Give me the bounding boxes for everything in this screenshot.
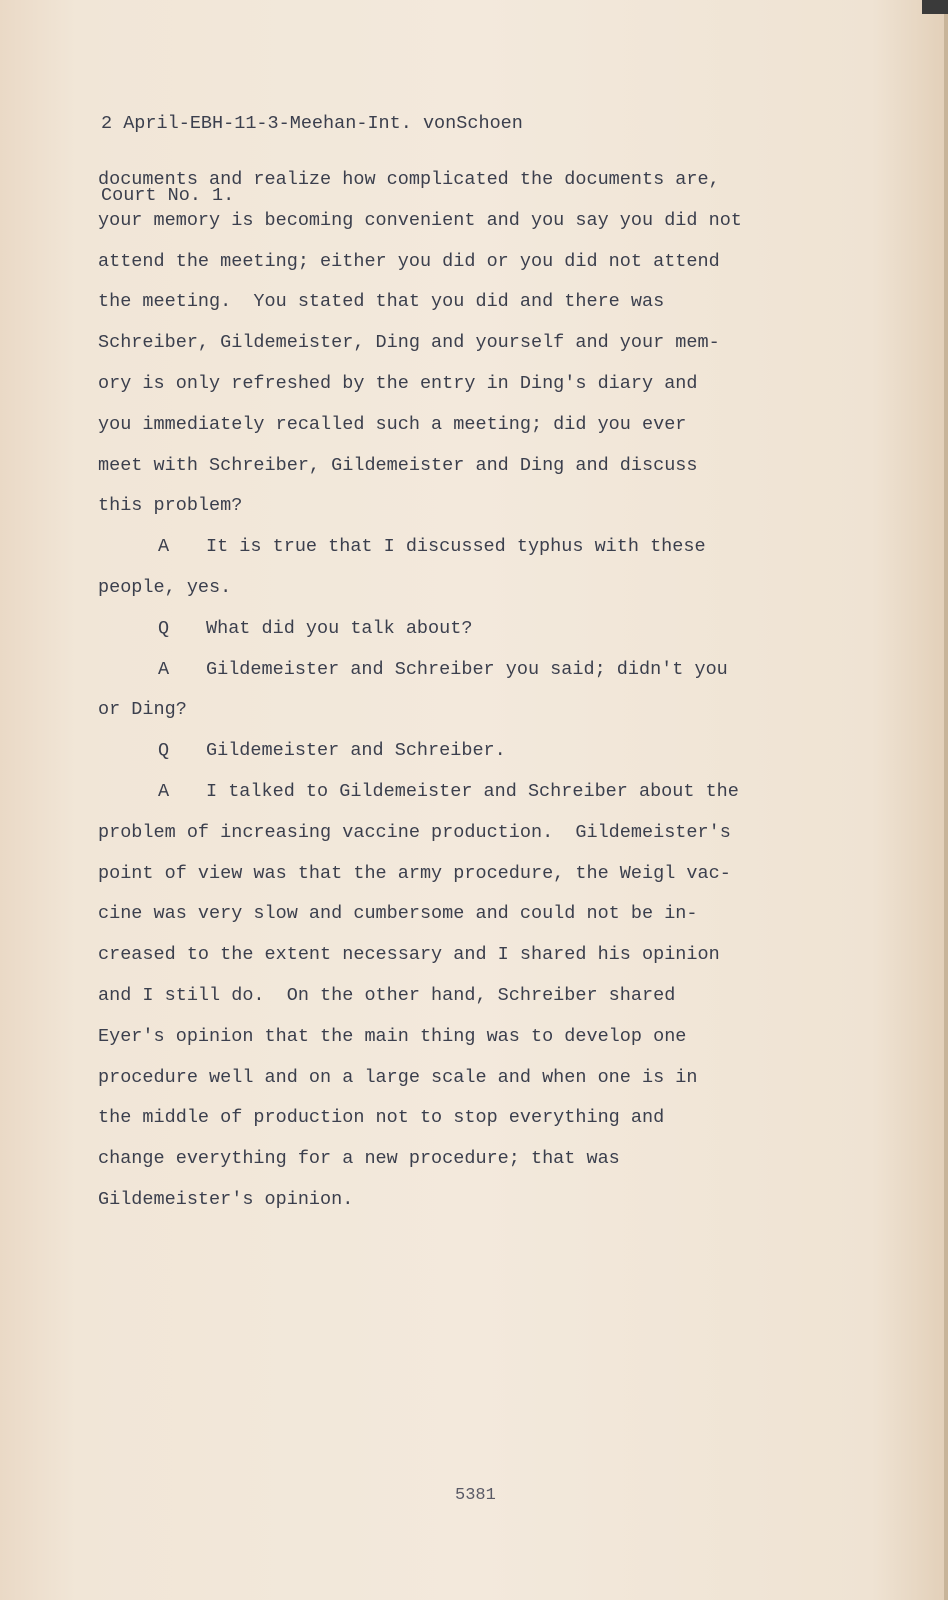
body-line: meet with Schreiber, Gildemeister and Ding and discuss: [98, 454, 698, 476]
answer-text: Gildemeister and Schreiber you said; didn't you: [206, 658, 728, 680]
answer-line-cont: Gildemeister's opinion.: [98, 1188, 354, 1210]
answer-line-cont: cine was very slow and cumbersome and could not be in-: [98, 903, 698, 925]
body-line: documents and realize how complicated the documents are,: [98, 169, 720, 190]
body-line: the meeting. You stated that you did and there was: [98, 291, 665, 313]
answer-line-cont: or Ding?: [98, 699, 187, 721]
answer-line-cont: procedure well and on a large scale and when one is in: [98, 1066, 698, 1088]
answer-text: I talked to Gildemeister and Schreiber about the: [206, 780, 739, 802]
question-line: [98, 731, 818, 772]
body-line: attend the meeting; either you did or you did not attend: [98, 250, 720, 272]
question-text: What did you talk about?: [206, 617, 473, 639]
page-number: 5381: [455, 1486, 496, 1505]
answer-line-cont: point of view was that the army procedure, the Weigl vac-: [98, 862, 731, 884]
body-line: this problem?: [98, 495, 243, 517]
speaker-label: A: [158, 780, 170, 802]
answer-line-cont: the middle of production not to stop everything and: [98, 1107, 665, 1129]
answer-text: It is true that I discussed typhus with these: [206, 536, 706, 558]
answer-line-cont: creased to the extent necessary and I shared his opinion: [98, 944, 720, 966]
header-line-2: Court No. 1.: [101, 185, 235, 206]
page-edge: [944, 14, 948, 1600]
answer-line-cont: change everything for a new procedure; that was: [98, 1148, 620, 1170]
question-text: Gildemeister and Schreiber.: [206, 740, 506, 762]
answer-line-cont: Eyer's opinion that the main thing was to develop one: [98, 1025, 687, 1047]
body-line: you immediately recalled such a meeting; did you ever: [98, 413, 687, 435]
answer-line: [98, 650, 818, 691]
speaker-label: Q: [158, 617, 170, 639]
answer-line-cont: and I still do. On the other hand, Schreiber shared: [98, 984, 676, 1006]
speaker-label: Q: [158, 740, 170, 762]
page-corner-mark: [922, 0, 948, 14]
transcript-body: [98, 160, 818, 1221]
body-line: your memory is becoming convenient and you say you did not: [98, 209, 742, 231]
body-line: Schreiber, Gildemeister, Ding and yourself and your mem-: [98, 332, 720, 354]
body-line: ory is only refreshed by the entry in Ding's diary and: [98, 372, 698, 394]
header-line-1: 2 April-EBH-11-3-Meehan-Int. vonSchoen: [101, 113, 523, 134]
answer-line-cont: people, yes.: [98, 576, 232, 598]
answer-line: [98, 772, 818, 813]
answer-line: [98, 527, 818, 568]
speaker-label: A: [158, 658, 170, 680]
answer-line-cont: problem of increasing vaccine production. Gildemeister's: [98, 821, 731, 843]
question-line: [98, 609, 818, 650]
speaker-label: A: [158, 536, 170, 558]
